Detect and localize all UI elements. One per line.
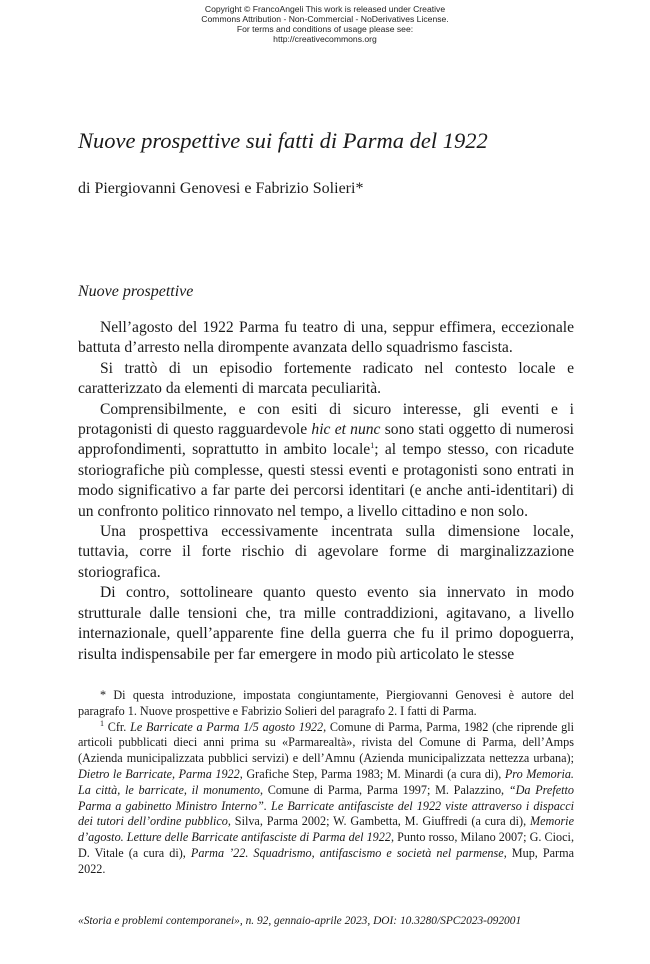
copyright-line: Copyright © FrancoAngeli This work is released under Creative [204,4,446,14]
article-authors: di Piergiovanni Genovesi e Fabrizio Solieri* [78,180,364,197]
article-title: Nuove prospettive sui fatti di Parma del 1922 [78,128,488,153]
text-run: , Grafiche Step, Parma 1983; M. Minardi (a cura di), [239,766,505,781]
article-body [78,318,574,665]
paragraph: Una prospettiva eccessivamente incentrata sulla dimensione locale, tuttavia, corre il forte rischio di agevolare forme di marginalizzazione storiografica. [78,523,574,581]
text-run: , Silva, Parma 2002; W. Gambetta, M. Giuffredi (a cura di), [227,814,530,829]
italic-run: hic et nunc [311,421,381,439]
citation-title: Dietro le Barricate, Parma 1922 [78,766,240,781]
text-run: , Comune di Parma, Parma 1997; M. Palazzino, [259,782,509,797]
paragraph: Si trattò di un episodio fortemente radicato nel contesto locale e caratterizzato da elementi di marcata peculiarità. [78,359,574,398]
citation-title: Le Barricate a Parma 1/5 agosto 1922 [130,719,324,734]
citation-title: Parma ’22. Squadrismo, antifascismo e società nel parmense [190,845,504,860]
copyright-link[interactable]: http://creativecommons.org [273,34,377,44]
footnote-ref[interactable]: 1 [370,441,375,451]
text-run: , Punto rosso, Milano 2007; G. Cioci, D. Vitale (a cura di), [78,830,574,860]
text-run: , Comune di Parma, Parma, 1982 (che riprende gli articoli pubblicati dieci anni prima su «Parmarealtà», rivista del Comune di Parma, dell’Amps (Azienda municipalizzata pubblici servizi) e dell’Amnu (Azienda municipalizzata nettezza urbana); [78,719,574,766]
footnote-1 [78,720,574,878]
citation-title: Pro Memoria. La città, le barricate, il monumento [78,766,574,797]
paragraph: Nell’agosto del 1922 Parma fu teatro di una, seppur effimera, eccezionale battuta d’arresto nella dirompente avanzata dello squadrismo fascista. [78,319,574,357]
text-run: sono stati oggetto di numerosi approfondimenti, soprattutto in ambito locale [78,421,574,459]
paragraph: Di contro, sottolineare quanto questo evento sia innervato in modo strutturale dalle tensioni che, tra mille contraddizioni, agitavano, a livello internazionale, quell’apparente fine della guerra che fu il primo dopoguerra, risulta indispensabile per far emergere in modo più articolato le stesse [78,584,574,663]
citation-title: Memorie d’agosto. Letture delle Barricate antifasciste di Parma del 1922 [78,814,574,845]
text-run: Comprensibilmente, e con esiti di sicuro interesse, gli eventi e i protagonisti di questo ragguardevole [78,400,574,439]
copyright-line: Commons Attribution - Non-Commercial - NoDerivatives License. [201,14,449,24]
section-heading: Nuove prospettive [78,283,194,300]
citation-title: “Da Prefetto Parma a gabinetto Ministro Interno”. Le Barricate antifasciste del 1922 viste attraverso i dispacci dei tutori dell’ordine pubblico [78,782,574,829]
text-run: Cfr. [104,719,131,734]
footnote-number: 1 [100,718,104,728]
page-footer: «Storia e problemi contemporanei», n. 92, gennaio-aprile 2023, DOI: 10.3280/SPC2023-092001 [78,915,522,927]
footnotes [78,688,574,878]
text-run: ; al tempo stesso, con ricadute storiografiche più complesse, questi stessi eventi e protagonisti sono entrati in modo significativo a far parte dei percorsi identitari (e anche anti-identitari) di un confronto politico rinnovato nel tempo, a livello cittadino e non solo. [78,441,574,520]
copyright-line: For terms and conditions of usage please see: [236,24,414,34]
text-run: , Mup, Parma 2022. [78,845,575,876]
copyright-notice [0,4,650,44]
footnote-star: * Di questa introduzione, impostata congiuntamente, Piergiovanni Genovesi è autore del paragrafo 1. Nuove prospettive e Fabrizio Solieri del paragrafo 2. I fatti di Parma. [78,688,574,718]
paragraph [78,400,574,522]
